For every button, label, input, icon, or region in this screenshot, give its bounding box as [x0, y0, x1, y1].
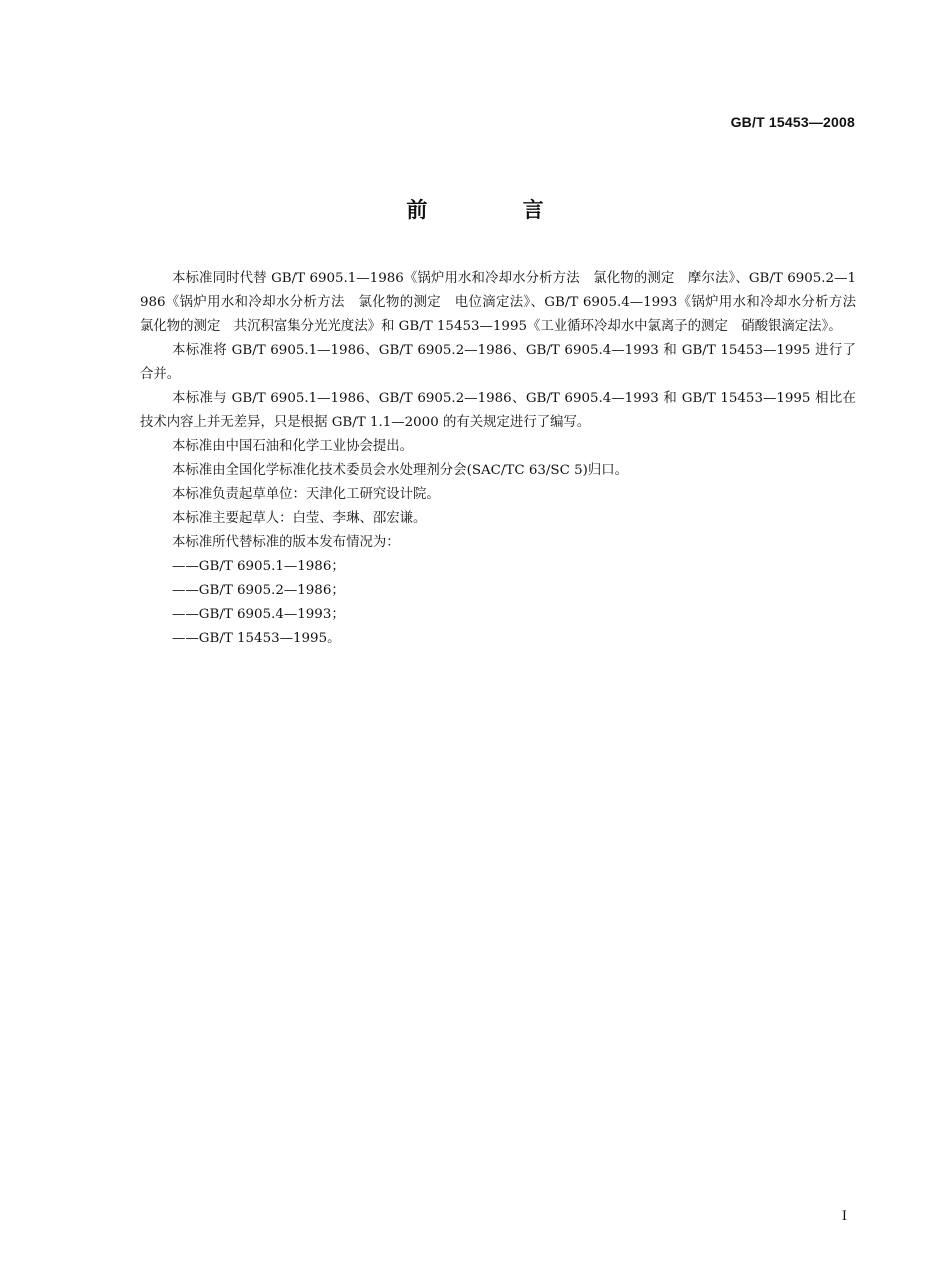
page-number: I: [841, 1209, 847, 1224]
paragraph-drafting-unit: 本标准负责起草单位：天津化工研究设计院。: [172, 487, 440, 502]
paragraph-merged: 本标准将 GB/T 6905.1—1986、GB/T 6905.2—1986、GB/T 6905.4—1993 和 GB/T 15453—1995 进行了合并。: [140, 343, 856, 382]
paragraph-replaces: 本标准同时代替 GB/T 6905.1—1986《锅炉用水和冷却水分析方法 氯化物的测定 摩尔法》、GB/T 6905.2—1986《锅炉用水和冷却水分析方法 氯化物的测定 电位滴定法》、GB/T 6905.4—1993《锅炉用水和冷却水分析方法 氯化物的测定 共沉积富集分光光度法》和 GB/T 15453—1995《工业循环冷却水中氯离子的测定 硝酸银滴定法》。: [140, 271, 870, 334]
foreword-body: [140, 267, 870, 651]
paragraph-version-history-intro: 本标准所代替标准的版本发布情况为：: [172, 535, 400, 550]
paragraph-differences: 本标准与 GB/T 6905.1—1986、GB/T 6905.2—1986、GB/T 6905.4—1993 和 GB/T 15453—1995 相比在技术内容上并无差异，只是根据 GB/T 1.1—2000 的有关规定进行了编写。: [140, 391, 856, 430]
paragraph-centralized-by: 本标准由全国化学标准化技术委员会水处理剂分会(SAC/TC 63/SC 5)归口。: [172, 463, 628, 478]
list-item: ——GB/T 6905.1—1986；: [172, 559, 345, 574]
list-item: ——GB/T 6905.4—1993；: [172, 607, 345, 622]
page-title: 前 言: [406, 198, 588, 222]
standard-code: GB/T 15453—2008: [730, 114, 855, 130]
list-item: ——GB/T 6905.2—1986；: [172, 583, 345, 598]
paragraph-drafters: 本标准主要起草人：白莹、李琳、邵宏谦。: [172, 511, 427, 526]
list-item: ——GB/T 15453—1995。: [172, 631, 341, 646]
paragraph-proposed-by: 本标准由中国石油和化学工业协会提出。: [172, 439, 414, 454]
